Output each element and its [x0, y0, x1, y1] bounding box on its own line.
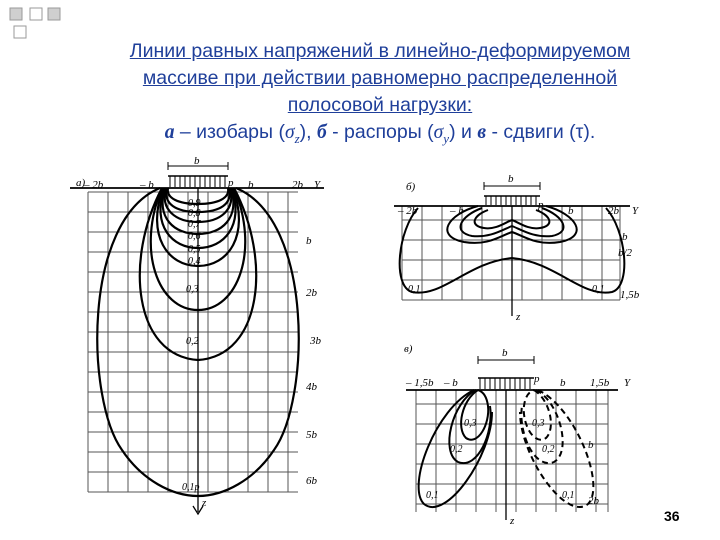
subtitle-b-text: - распоры ( [326, 121, 434, 143]
isobar-label-7: 0,2 [186, 336, 199, 347]
depth-label-0: b [622, 231, 628, 243]
depth-label-1: 2b [588, 495, 599, 507]
axis-label-2: p [534, 373, 540, 385]
title-line-2: массиве при действии равномерно распределенной [142, 67, 618, 89]
axis-label-0: – 2b [84, 179, 104, 191]
axis-label-3: b [248, 179, 254, 191]
subtitle-b-letter: б [316, 122, 327, 143]
title-line-3: полосовой нагрузки: [287, 94, 473, 116]
contour-label-5: 0,1 [562, 490, 575, 501]
contour-label-0: 0,3 [464, 418, 477, 429]
figure-a-depth-labels [306, 235, 322, 487]
axis-label-5: Y [314, 179, 321, 191]
axis-label-3: b [560, 377, 566, 389]
subtitle-sub-z: z [294, 130, 300, 146]
axis-label-2: p [538, 199, 544, 211]
axis-label-4: 1,5b [590, 377, 610, 389]
figure-v-right-contours [520, 390, 593, 507]
depth-label-2: 3b [310, 335, 321, 347]
contour-label-1: 0,1 [592, 284, 605, 295]
axis-label-0: – 2b [398, 205, 418, 217]
depth-label-1: 2b [306, 287, 317, 299]
depth-label-1: b/2 [618, 247, 633, 259]
figure-b-spreads [388, 160, 650, 326]
depth-label-2: 1,5b [620, 289, 640, 301]
subtitle-a-letter: а [164, 122, 175, 143]
figure-a-panel-label: а) [76, 177, 86, 189]
figure-v-load-arrows [478, 356, 534, 389]
subtitle-v-text: - сдвиги (τ). [486, 121, 596, 143]
title-line-1: Линии равных напряжений в линейно-деформируемом [129, 40, 631, 62]
slide-title [60, 38, 700, 152]
subtitle-a-text: – изобары ( [174, 121, 285, 143]
figure-v-panel-label: в) [404, 343, 413, 355]
figure-v-contour-labels [426, 418, 575, 501]
axis-label-0: – 1,5b [406, 377, 434, 389]
axis-label-5: Y [632, 205, 639, 217]
axis-label-3: b [568, 205, 574, 217]
subtitle-mid-1: ), [299, 121, 317, 143]
isobar-label-8: 0,1p [182, 482, 200, 493]
page-number: 36 [664, 508, 680, 524]
axis-label-5: Y [624, 377, 631, 389]
figure-b-depth-labels [618, 231, 640, 301]
figure-v-axis-labels [405, 373, 632, 389]
axis-label-4: 2b [608, 205, 619, 217]
figure-b-load-width: b [508, 173, 514, 185]
figure-a-load-width: b [194, 155, 200, 167]
contour-label-3: 0,3 [532, 418, 545, 429]
isobar-label-4: 0,5 [188, 244, 201, 255]
figure-b-axis-labels [397, 199, 640, 217]
contour-label-1: 0,2 [450, 444, 463, 455]
axis-label-1: – b [450, 205, 464, 217]
figure-v-shears [392, 336, 652, 528]
figure-b-z-label: z [516, 311, 521, 323]
contour-label-4: 0,2 [542, 444, 555, 455]
axis-label-1: – b [444, 377, 458, 389]
depth-label-0: b [588, 439, 594, 451]
axis-label-1: – b [140, 179, 154, 191]
figure-b-panel-label: б) [406, 181, 416, 193]
figure-v-grid [416, 390, 608, 512]
figure-b-load-arrows [484, 182, 540, 205]
subtitle-sigma-z: σ [284, 122, 295, 143]
isobar-label-6: 0,3 [186, 284, 199, 295]
figure-v-load-width: b [502, 347, 508, 359]
figure-v-depth-labels [588, 439, 600, 507]
isobar-label-3: 0,6 [188, 231, 201, 242]
axis-label-2: p [228, 177, 234, 189]
contour-label-2: 0,1 [426, 490, 439, 501]
figure-v-z-label: z [510, 515, 515, 527]
subtitle [60, 119, 700, 152]
depth-label-3: 4b [306, 381, 317, 393]
subtitle-sigma-y: σ [433, 122, 444, 143]
depth-label-5: 6b [306, 475, 317, 487]
isobar-label-1: 0,8 [188, 208, 201, 219]
isobar-label-2: 0,7 [188, 219, 201, 230]
figure-a-isobars [62, 150, 362, 520]
depth-label-0: b [306, 235, 312, 247]
subtitle-sub-y: y [443, 130, 450, 146]
axis-label-4: 2b [292, 179, 303, 191]
subtitle-mid-2: ) и [449, 121, 478, 143]
decorative-squares-icon [8, 6, 68, 42]
isobar-label-0: 0,9 [188, 198, 201, 209]
contour-label-0: 0,1 [408, 284, 421, 295]
isobar-label-5: 0,4 [188, 256, 201, 267]
depth-label-4: 5b [306, 429, 317, 441]
figure-a-z-label: z [202, 497, 207, 509]
subtitle-v-letter: в [477, 122, 487, 143]
